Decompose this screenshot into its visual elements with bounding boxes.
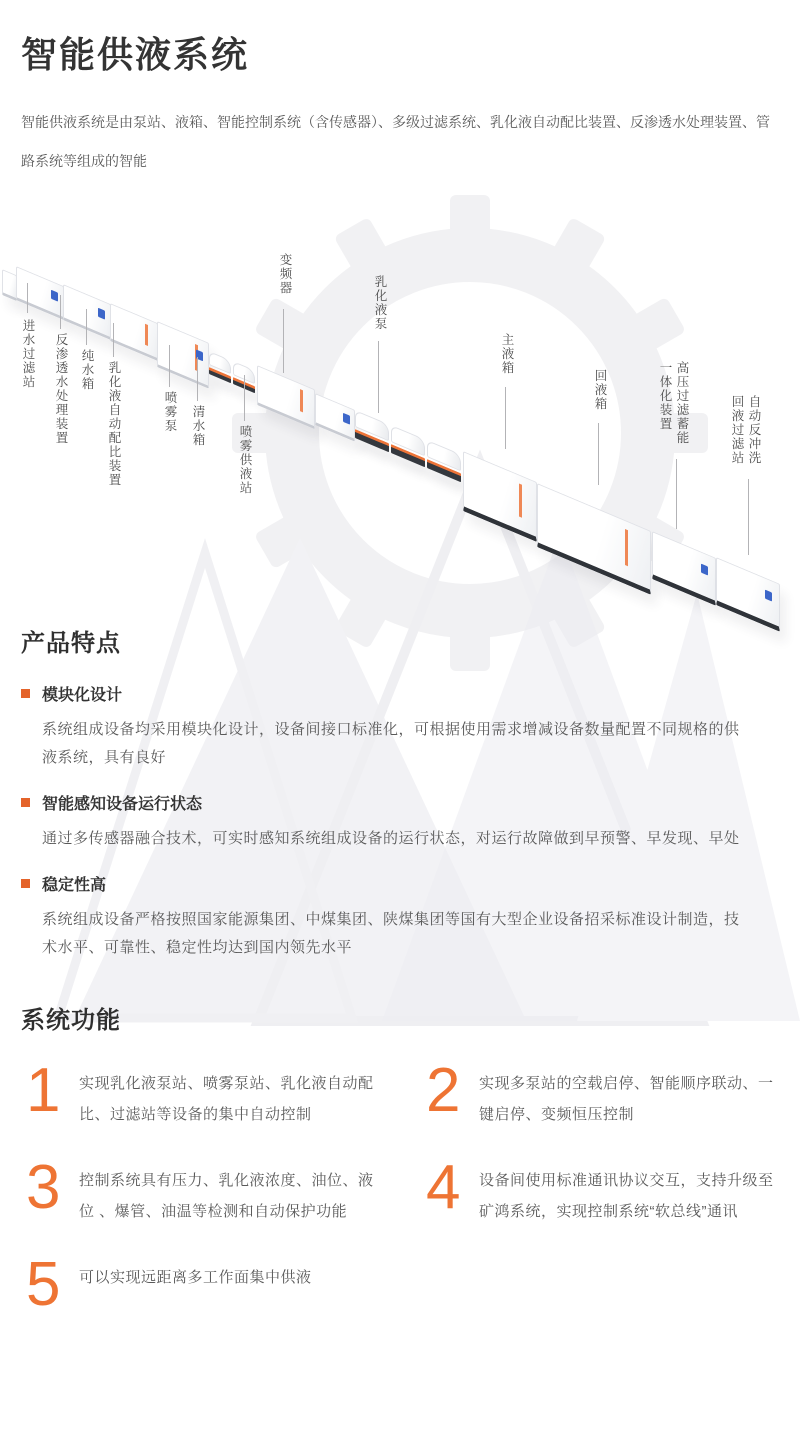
diagram-label-above-5: 自动反冲洗回液过滤站 <box>730 395 761 465</box>
equipment-unit <box>2 269 15 296</box>
diagram-leader-line <box>748 479 749 555</box>
feature-body: 系统组成设备均采用模块化设计，设备间接口标准化，可根据使用需求增减设备数量配置不同规格的供液系统，具有良好 <box>42 721 740 766</box>
diagram-leader-line <box>60 295 61 329</box>
feature-item <box>21 872 779 962</box>
function-grid <box>21 1056 779 1319</box>
feature-title <box>21 682 779 705</box>
function-item <box>426 1056 796 1130</box>
control-screen <box>765 590 772 602</box>
orange-accent-stripe <box>519 483 522 518</box>
function-number: 1 <box>26 1056 61 1125</box>
feature-item <box>21 791 779 853</box>
function-text: 控制系统具有压力、乳化液浓度、油位、液位 、爆管、油温等检测和自动保护功能 <box>79 1172 374 1220</box>
function-text: 实现乳化液泵站、喷雾泵站、乳化液自动配比、过滤站等设备的集中自动控制 <box>79 1075 374 1123</box>
diagram-label-below-5: 清水箱 <box>191 405 205 447</box>
feature-title <box>21 791 779 814</box>
functions-section <box>0 1006 800 1319</box>
control-screen <box>701 564 708 576</box>
diagram-leader-line <box>378 341 379 413</box>
features-heading: 产品特点 <box>21 630 121 657</box>
function-text: 设备间使用标准通讯协议交互，支持升级至矿鸿系统，实现控制系统“软总线”通讯 <box>479 1172 774 1220</box>
diagram-leader-line <box>598 423 599 485</box>
equipment-unit <box>157 321 207 384</box>
orange-accent-stripe <box>145 323 148 345</box>
feature-body: 通过多传感器融合技术，可实时感知系统组成设备的运行状态，对运行故障做到早预警、早发现、早处 <box>42 830 740 847</box>
diagram-leader-line <box>676 459 677 529</box>
equipment-unit-face <box>315 393 355 442</box>
diagram-leader-line <box>283 309 284 373</box>
equipment-unit-face <box>63 284 111 340</box>
equipment-unit-face <box>2 269 17 301</box>
function-item <box>426 1153 796 1227</box>
diagram-label-above-2: 主液箱 <box>500 333 514 375</box>
equipment-unit <box>652 531 714 599</box>
control-screen <box>51 289 58 301</box>
diagram-label-below-1: 反渗透水处理装置 <box>54 333 68 445</box>
diagram-leader-line <box>86 309 87 345</box>
diagram-label-below-6: 喷雾供液站 <box>238 425 252 495</box>
diagram-label-above-0: 变频器 <box>278 253 292 295</box>
control-screen <box>343 413 350 425</box>
diagram-leader-line <box>169 345 170 387</box>
diagram-label-below-3: 乳化液自动配比装置 <box>107 361 121 487</box>
diagram-label-below-0: 进水过滤站 <box>21 319 35 389</box>
diagram-leader-line <box>197 357 198 401</box>
square-bullet-icon <box>21 798 30 807</box>
function-number: 2 <box>426 1056 461 1125</box>
equipment-unit <box>209 351 231 380</box>
equipment-unit <box>257 365 313 425</box>
diagram-label-below-2: 纯水箱 <box>80 349 94 391</box>
equipment-unit <box>537 483 649 588</box>
equipment-unit <box>391 425 425 465</box>
equipment-unit <box>110 303 156 356</box>
feature-body: 系统组成设备严格按照国家能源集团、中煤集团、陕煤集团等国有大型企业设备招采标准设计制造，技术水平、可靠性、稳定性均达到国内领先水平 <box>42 911 740 956</box>
feature-title <box>21 872 779 895</box>
function-text: 实现多泵站的空载启停、智能顺序联动、一键启停、变频恒压控制 <box>479 1075 774 1123</box>
square-bullet-icon <box>21 879 30 888</box>
equipment-diagram <box>0 183 800 625</box>
feature-list <box>21 682 779 962</box>
equipment-unit-face <box>16 266 64 320</box>
equipment-unit <box>427 440 461 480</box>
page-title: 智能供液系统 <box>21 34 250 75</box>
diagram-label-above-4: 高压过滤蓄能一体化装置 <box>658 361 689 445</box>
equipment-unit-face <box>716 557 780 632</box>
feature-title-text: 智能感知设备运行状态 <box>42 796 203 813</box>
diagram-leader-line <box>505 387 506 449</box>
functions-heading: 系统功能 <box>21 1007 121 1034</box>
function-item <box>26 1153 396 1227</box>
function-number: 4 <box>426 1153 461 1222</box>
orange-accent-stripe <box>625 529 628 566</box>
control-screen <box>98 308 105 320</box>
equipment-unit <box>315 393 353 437</box>
equipment-unit <box>716 557 778 625</box>
diagram-label-below-4: 喷雾泵 <box>163 391 177 433</box>
equipment-unit-face <box>157 321 209 389</box>
equipment-unit <box>463 451 535 535</box>
diagram-leader-line <box>113 323 114 357</box>
function-number: 3 <box>26 1153 61 1222</box>
function-item <box>26 1250 396 1319</box>
equipment-unit-face <box>537 483 651 595</box>
equipment-unit <box>16 266 62 315</box>
square-bullet-icon <box>21 689 30 698</box>
equipment-unit <box>355 410 389 450</box>
diagram-label-above-1: 乳化液泵 <box>373 275 387 331</box>
equipment-unit-face <box>652 531 716 606</box>
function-text: 可以实现远距离多工作面集中供液 <box>79 1269 312 1286</box>
features-section <box>0 629 800 962</box>
feature-item <box>21 682 779 772</box>
function-item <box>26 1056 396 1130</box>
page-header <box>0 33 800 181</box>
diagram-leader-line <box>27 283 28 313</box>
diagram-leader-line <box>244 375 245 421</box>
function-number: 5 <box>26 1250 61 1319</box>
equipment-unit-face <box>463 451 537 542</box>
diagram-label-above-3: 回液箱 <box>593 369 607 411</box>
intro-text: 智能供液系统是由泵站、液箱、智能控制系统（含传感器）、多级过滤系统、乳化液自动配比装置、反渗透水处理装置、管路系统等组成的智能 <box>21 114 770 169</box>
feature-title-text: 稳定性高 <box>42 877 107 894</box>
equipment-unit-face <box>110 303 158 361</box>
orange-accent-stripe <box>300 389 303 413</box>
feature-title-text: 模块化设计 <box>42 687 123 704</box>
equipment-unit-face <box>257 365 315 429</box>
